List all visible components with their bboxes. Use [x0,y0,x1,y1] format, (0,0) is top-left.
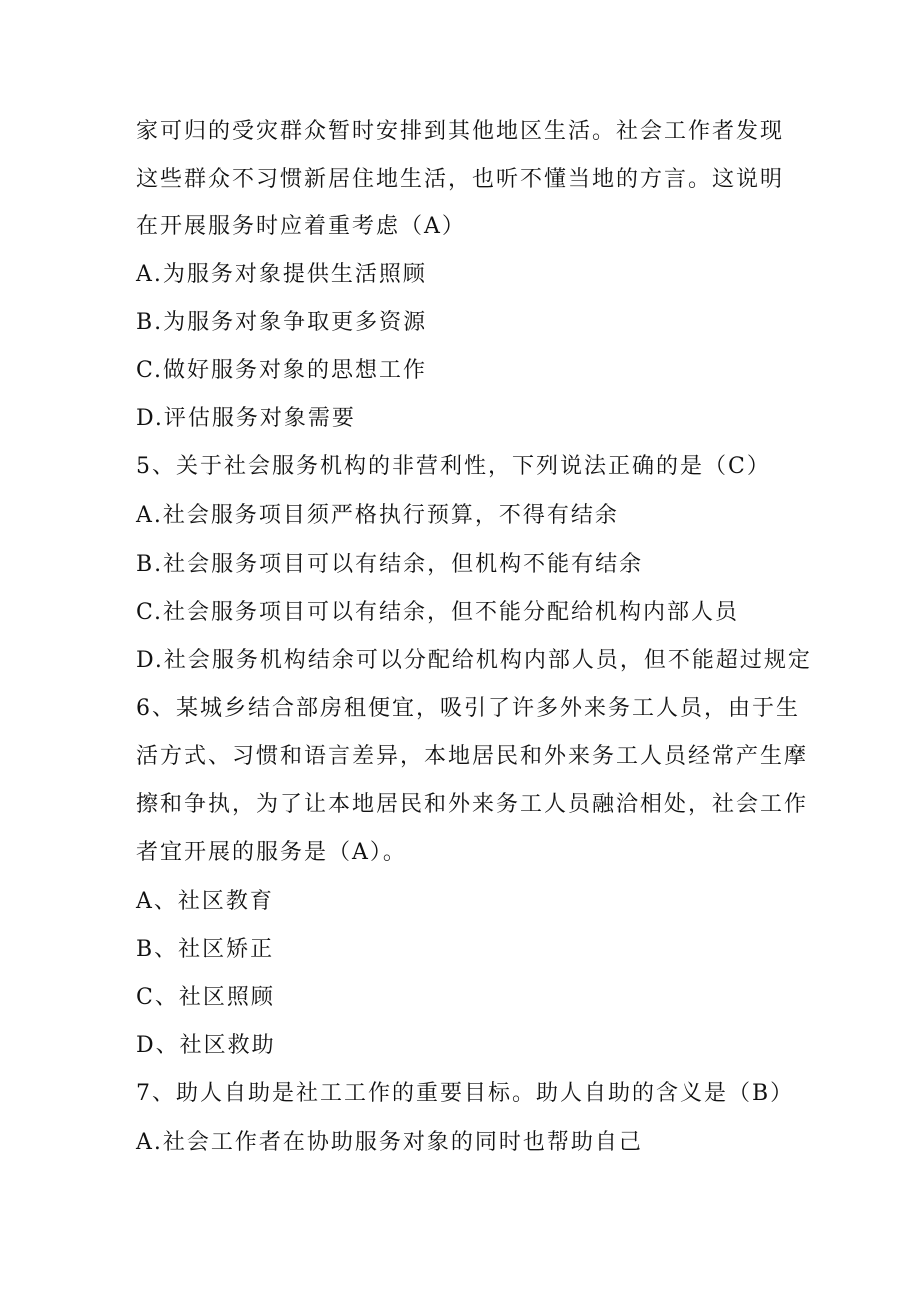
q4-option-a: A.为服务对象提供生活照顾 [136,262,427,287]
q6-stem-line-1: 6、某城乡结合部房租便宜，吸引了许多外来务工人员，由于生 [136,696,800,721]
q5-option-d: D.社会服务机构结余可以分配给机构内部人员，但不能超过规定 [136,648,812,673]
q6-stem-line-3: 擦和争执，为了让本地居民和外来务工人员融洽相处，社会工作 [136,792,809,817]
q6-stem-line-2: 活方式、习惯和语言差异，本地居民和外来务工人员经常产生摩 [136,744,809,769]
q4-option-b: B.为服务对象争取更多资源 [136,310,428,335]
q5-option-b: B.社会服务项目可以有结余，但机构不能有结余 [136,552,644,577]
q5-option-c: C.社会服务项目可以有结余，但不能分配给机构内部人员 [136,600,740,625]
q7-option-a: A.社会工作者在协助服务对象的同时也帮助自己 [136,1130,643,1155]
q6-option-c: C、社区照顾 [136,985,275,1010]
q4-stem-line-2: 这些群众不习惯新居住地生活，也听不懂当地的方言。这说明 [136,167,785,192]
q6-option-a: A、社区教育 [136,889,274,914]
q6-stem-line-4: 者宜开展的服务是（A）。 [136,840,407,865]
q4-option-c: C.做好服务对象的思想工作 [136,358,428,383]
q4-stem-line-3: 在开展服务时应着重考虑（A） [136,214,466,239]
q4-stem-line-1: 家可归的受灾群众暂时安排到其他地区生活。社会工作者发现 [136,119,785,144]
q4-option-d: D.评估服务对象需要 [136,406,356,431]
q5-option-a: A.社会服务项目须严格执行预算，不得有结余 [136,503,619,528]
q6-option-b: B、社区矫正 [136,937,275,962]
q7-stem-line-1: 7、助人自助是社工工作的重要目标。助人自助的含义是（B） [136,1081,795,1106]
q5-stem-line-1: 5、关于社会服务机构的非营利性，下列说法正确的是（C） [136,454,771,479]
q6-option-d: D、社区救助 [136,1033,276,1058]
